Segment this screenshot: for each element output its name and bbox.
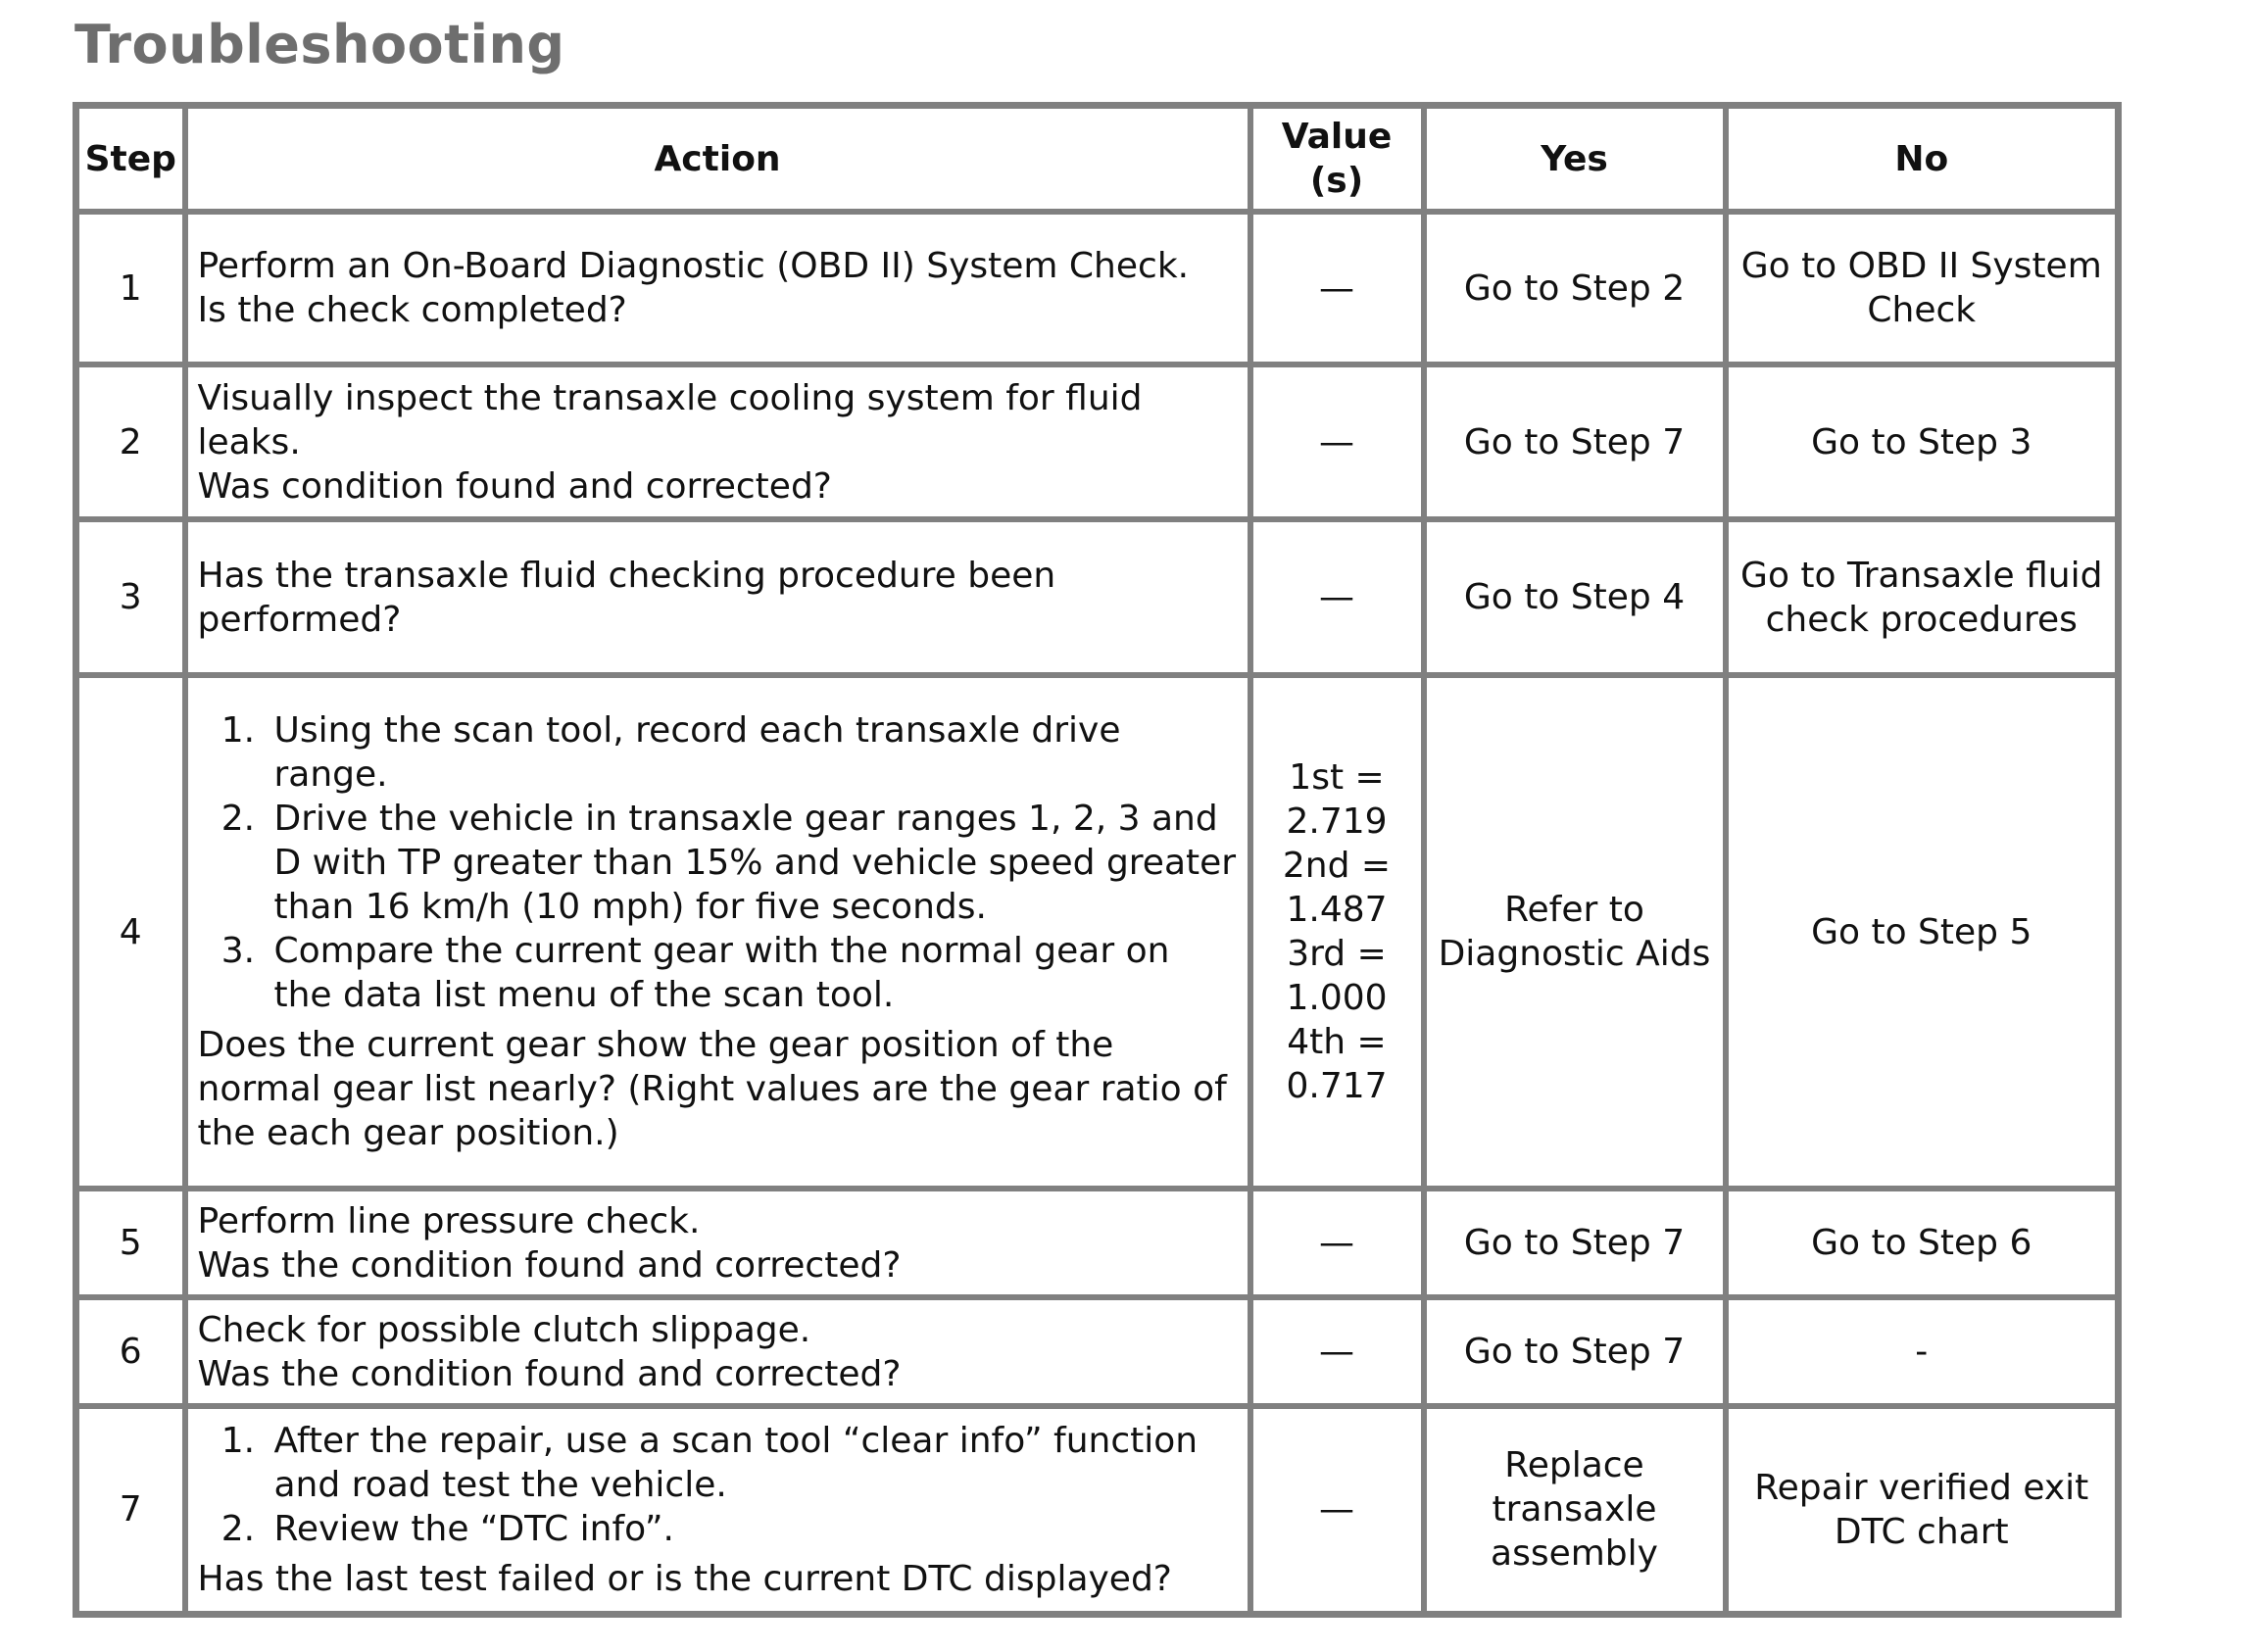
yes-cell: Go to Step 2	[1424, 212, 1726, 364]
step-number: 5	[76, 1189, 185, 1297]
action-cell	[185, 1189, 1250, 1297]
no-cell: Go to Transaxle fluid check procedures	[1726, 519, 2119, 675]
action-text: Perform line pressure check.	[197, 1200, 701, 1241]
action-step: 3. Compare the current gear with the normal gear on the data list menu of the scan tool.	[267, 929, 1238, 1017]
value-cell: —	[1250, 519, 1424, 675]
header-step: Step	[76, 106, 185, 213]
action-cell	[185, 675, 1250, 1189]
header-value: Value (s)	[1250, 106, 1424, 213]
header-action: Action	[185, 106, 1250, 213]
question-text: Was the condition found and corrected?	[197, 1353, 902, 1394]
step-number: 7	[76, 1406, 185, 1614]
table-row	[76, 1189, 2119, 1297]
value-cell: —	[1250, 1297, 1424, 1406]
gear-ratio: 1st = 2.719	[1286, 757, 1388, 842]
no-cell: -	[1726, 1297, 2119, 1406]
step-number: 6	[76, 1297, 185, 1406]
value-cell: —	[1250, 1189, 1424, 1297]
action-text: Visually inspect the transaxle cooling system for fluid leaks.	[197, 377, 1143, 462]
header-row	[76, 106, 2119, 213]
no-cell: Go to OBD II System Check	[1726, 212, 2119, 364]
yes-cell: Go to Step 7	[1424, 1297, 1726, 1406]
yes-cell: Replace transaxle assembly	[1424, 1406, 1726, 1614]
no-cell: Go to Step 6	[1726, 1189, 2119, 1297]
step-number: 4	[76, 675, 185, 1189]
question-text: Was condition found and corrected?	[197, 465, 832, 507]
gear-ratio: 3rd = 1.000	[1286, 934, 1388, 1018]
yes-cell: Go to Step 7	[1424, 1189, 1726, 1297]
gear-ratio: 4th = 0.717	[1286, 1022, 1388, 1106]
action-step: 1. Using the scan tool, record each transaxle drive range.	[267, 708, 1238, 797]
action-text: Check for possible clutch slippage.	[197, 1309, 811, 1350]
action-cell	[185, 1297, 1250, 1406]
action-text: Has the transaxle fluid checking procedure been performed?	[185, 519, 1250, 675]
table-row	[76, 675, 2119, 1189]
action-cell	[185, 364, 1250, 519]
no-cell: Repair verified exit DTC chart	[1726, 1406, 2119, 1614]
yes-cell: Go to Step 7	[1424, 364, 1726, 519]
yes-cell: Refer to Diagnostic Aids	[1424, 675, 1726, 1189]
step-number: 2	[76, 364, 185, 519]
action-steps-list	[198, 1419, 1238, 1551]
question-text: Has the last test failed or is the current DTC displayed?	[197, 1558, 1172, 1599]
action-text: Perform an On-Board Diagnostic (OBD II) System Check.	[197, 246, 1190, 286]
action-step: 1. After the repair, use a scan tool “clear info” function and road test the vehicle.	[267, 1419, 1238, 1507]
table-row	[76, 212, 2119, 364]
action-cell	[185, 212, 1250, 364]
table-row	[76, 1406, 2119, 1614]
page-title: Troubleshooting	[74, 14, 565, 75]
no-cell: Go to Step 5	[1726, 675, 2119, 1189]
value-cell: —	[1250, 1406, 1424, 1614]
step-number: 1	[76, 212, 185, 364]
question-text: Is the check completed?	[197, 290, 627, 330]
value-cell	[1250, 675, 1424, 1189]
table-row	[76, 519, 2119, 675]
action-steps-list	[198, 708, 1238, 1017]
table-row	[76, 364, 2119, 519]
troubleshooting-table	[73, 102, 2122, 1618]
table-row	[76, 1297, 2119, 1406]
step-number: 3	[76, 519, 185, 675]
question-text: Was the condition found and corrected?	[197, 1244, 902, 1286]
action-step: 2. Review the “DTC info”.	[267, 1507, 1238, 1551]
action-cell	[185, 1406, 1250, 1614]
value-cell: —	[1250, 364, 1424, 519]
action-step: 2. Drive the vehicle in transaxle gear ranges 1, 2, 3 and D with TP greater than 15% and vehicle speed greater than 16 km/h (10 mph) for five seconds.	[267, 797, 1238, 929]
gear-ratio: 2nd = 1.487	[1282, 846, 1392, 930]
value-cell: —	[1250, 212, 1424, 364]
no-cell: Go to Step 3	[1726, 364, 2119, 519]
header-no: No	[1726, 106, 2119, 213]
yes-cell: Go to Step 4	[1424, 519, 1726, 675]
header-yes: Yes	[1424, 106, 1726, 213]
question-text: Does the current gear show the gear position of the normal gear list nearly? (Right values are the gear ratio of the each gear position.)	[197, 1025, 1227, 1153]
